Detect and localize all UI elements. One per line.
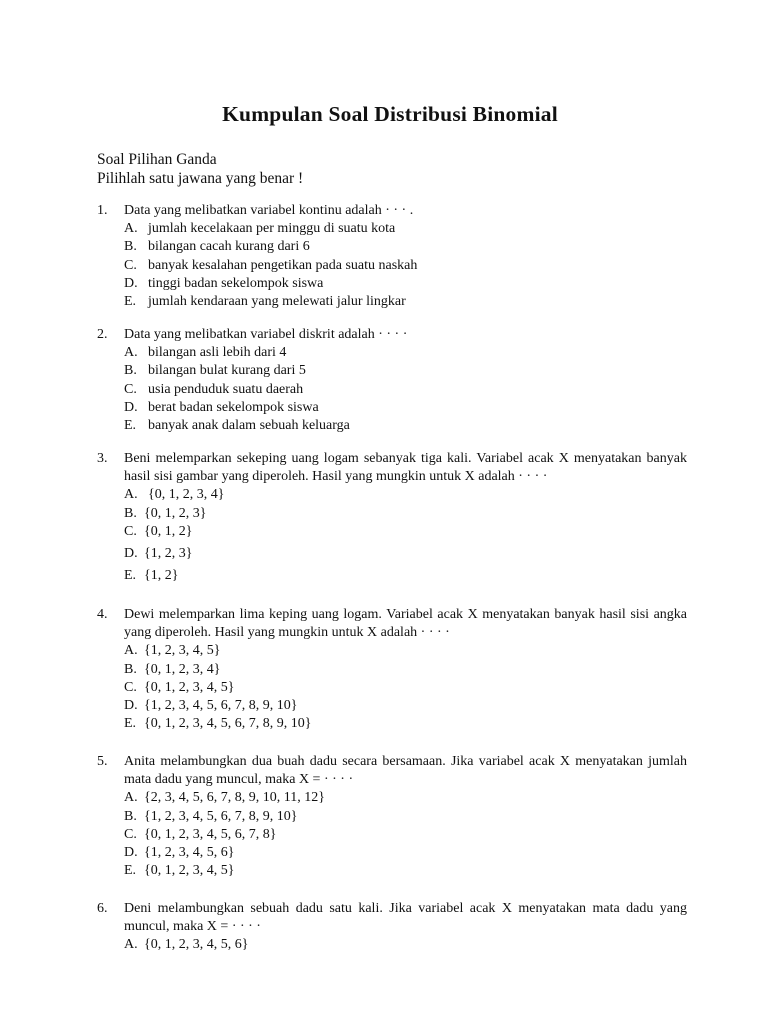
question-text: Anita melambungkan dua buah dadu secara bersamaan. Jika variabel acak X menyatakan jumlah mata dadu yang muncul, maka X = · · · · — [124, 754, 687, 788]
question-number: 4. — [97, 607, 108, 622]
option-a — [124, 936, 687, 954]
question-number: 5. — [97, 754, 108, 769]
option-letter: B. — [124, 505, 137, 521]
question-text: Dewi melemparkan lima keping uang logam. Variabel acak X menyatakan banyak hasil sisi angka yang diperoleh. Hasil yang mungkin untuk X adalah · · · · — [124, 607, 687, 641]
option-b — [124, 362, 687, 380]
option-letter: E. — [124, 294, 137, 310]
question-text: Beni melemparkan sekeping uang logam sebanyak tiga kali. Variabel acak X menyatakan banyak hasil sisi gambar yang diperoleh. Hasil yang mungkin untuk X adalah · · · · — [124, 451, 687, 485]
option-d — [124, 399, 687, 417]
option-letter: B. — [124, 661, 137, 677]
option-text: {1, 2, 3, 4, 5, 6, 7, 8, 9, 10} — [144, 698, 298, 714]
option-d — [124, 545, 687, 563]
question-6 — [97, 900, 687, 955]
option-c — [124, 826, 687, 844]
option-c — [124, 523, 687, 541]
question-text: Data yang melibatkan variabel kontinu adalah · · · . — [124, 203, 414, 218]
option-text: {1, 2, 3, 4, 5, 6} — [144, 845, 235, 861]
option-text: {1, 2, 3, 4, 5, 6, 7, 8, 9, 10} — [144, 808, 298, 824]
option-list — [124, 789, 687, 880]
option-text: banyak kesalahan pengetikan pada suatu naskah — [148, 257, 418, 273]
option-c — [124, 381, 687, 399]
option-b — [124, 808, 687, 826]
option-letter: E. — [124, 863, 137, 879]
option-text: bilangan asli lebih dari 4 — [148, 345, 287, 361]
option-text: berat badan sekelompok siswa — [148, 399, 319, 415]
option-letter: C. — [124, 381, 137, 397]
question-text: Data yang melibatkan variabel diskrit adalah · · · · — [124, 327, 408, 342]
option-letter: B. — [124, 808, 137, 824]
option-d — [124, 844, 687, 862]
option-text: {0, 1, 2, 3, 4, 5, 6, 7, 8, 9, 10} — [144, 716, 312, 732]
option-text: {2, 3, 4, 5, 6, 7, 8, 9, 10, 11, 12} — [144, 790, 325, 806]
option-text: bilangan cacah kurang dari 6 — [148, 239, 310, 255]
option-e — [124, 567, 687, 585]
question-number: 3. — [97, 451, 108, 466]
option-letter: A. — [124, 790, 138, 806]
section-heading: Soal Pilihan Ganda — [97, 151, 217, 168]
option-letter: A. — [124, 345, 138, 361]
option-text: {0, 1, 2, 3, 4, 5} — [144, 863, 235, 879]
question-3 — [97, 450, 687, 585]
option-a — [124, 220, 687, 238]
option-d — [124, 697, 687, 715]
option-text: {0, 1, 2, 3} — [144, 505, 207, 521]
question-1 — [97, 202, 687, 311]
option-text: {0, 1, 2, 3, 4, 5, 6} — [144, 937, 249, 953]
option-text: {0, 1, 2, 3, 4, 5} — [144, 679, 235, 695]
option-d — [124, 275, 687, 293]
question-2 — [97, 326, 687, 435]
option-e — [124, 293, 687, 311]
option-letter: C. — [124, 679, 137, 695]
option-b — [124, 238, 687, 256]
option-letter: A. — [124, 643, 138, 659]
question-number: 1. — [97, 203, 108, 218]
option-letter: E. — [124, 716, 137, 732]
page-title: Kumpulan Soal Distribusi Binomial — [222, 102, 558, 126]
instruction-text: Pilihlah satu jawana yang benar ! — [97, 170, 304, 187]
question-4 — [97, 606, 687, 733]
option-b — [124, 505, 687, 523]
option-letter: A. — [124, 487, 138, 503]
option-c — [124, 257, 687, 275]
option-letter: E. — [124, 418, 137, 434]
question-text: Deni melambungkan sebuah dadu satu kali. Jika variabel acak X menyatakan mata dadu yang muncul, maka X = · · · · — [124, 901, 687, 935]
option-text: banyak anak dalam sebuah keluarga — [148, 418, 350, 434]
option-letter: D. — [124, 275, 138, 291]
option-e — [124, 862, 687, 880]
option-letter: C. — [124, 826, 137, 842]
question-number: 6. — [97, 901, 108, 916]
option-letter: D. — [124, 399, 138, 415]
option-text: tinggi badan sekelompok siswa — [148, 275, 324, 291]
option-c — [124, 679, 687, 697]
option-text: usia penduduk suatu daerah — [148, 381, 304, 397]
option-text: {0, 1, 2, 3, 4} — [144, 661, 221, 677]
option-text: {1, 2, 3} — [144, 546, 193, 562]
option-e — [124, 715, 687, 733]
option-letter: A. — [124, 221, 138, 237]
option-b — [124, 661, 687, 679]
option-letter: B. — [124, 239, 137, 255]
option-list — [124, 220, 687, 311]
option-text: {0, 1, 2, 3, 4} — [148, 487, 225, 503]
option-a — [124, 642, 687, 660]
option-letter: A. — [124, 937, 138, 953]
option-list — [124, 642, 687, 733]
option-letter: D. — [124, 546, 138, 562]
intro-block — [97, 150, 303, 188]
option-a — [124, 344, 687, 362]
option-text: {1, 2} — [144, 568, 179, 584]
question-number: 2. — [97, 327, 108, 342]
option-text: jumlah kendaraan yang melewati jalur lingkar — [148, 294, 406, 310]
option-letter: C. — [124, 523, 137, 539]
option-letter: D. — [124, 698, 138, 714]
option-letter: B. — [124, 363, 137, 379]
option-list — [124, 344, 687, 435]
option-a — [124, 486, 687, 504]
option-a — [124, 789, 687, 807]
option-text: {0, 1, 2, 3, 4, 5, 6, 7, 8} — [144, 826, 277, 842]
option-text: {1, 2, 3, 4, 5} — [144, 643, 221, 659]
option-text: jumlah kecelakaan per minggu di suatu kota — [148, 221, 396, 237]
option-list — [124, 936, 687, 954]
option-text: {0, 1, 2} — [144, 523, 193, 539]
option-letter: C. — [124, 257, 137, 273]
question-5 — [97, 753, 687, 880]
option-e — [124, 417, 687, 435]
option-text: bilangan bulat kurang dari 5 — [148, 363, 306, 379]
option-letter: D. — [124, 845, 138, 861]
option-letter: E. — [124, 568, 137, 584]
option-list — [124, 486, 687, 585]
